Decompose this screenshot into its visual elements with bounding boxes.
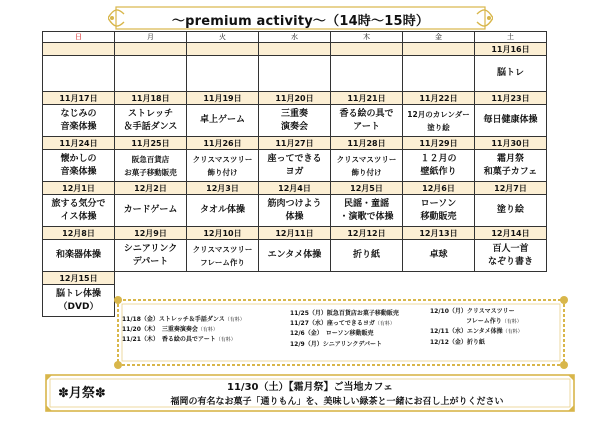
date-row (43, 227, 547, 240)
notes-column-1 (122, 315, 245, 346)
activity-cell: 脳トレ (475, 56, 547, 92)
activity-cell: 民謡・童謡 ・演歌で体操 (331, 195, 403, 227)
weekday-tue: 火 (187, 32, 259, 43)
weekday-fri: 金 (403, 32, 475, 43)
activity-cell: 卓上ゲーム (187, 105, 259, 137)
date-cell: 12月13日 (403, 227, 475, 240)
date-cell (115, 43, 187, 56)
date-cell: 11月24日 (43, 137, 115, 150)
activity-cell: タオル体操 (187, 195, 259, 227)
activity-cell: シニアリンク デパート (115, 240, 187, 272)
note-line: 12/6（金） ローソン移動販売 (290, 330, 374, 338)
festival-description: 福岡の有名なお菓子「通りもん」を、美味しい緑茶と一緒にお召し上がりください (170, 397, 504, 407)
activity-row (43, 150, 547, 182)
date-cell: 11月29日 (403, 137, 475, 150)
empty-cell (475, 272, 547, 285)
date-cell: 11月22日 (403, 92, 475, 105)
activity-cell: 旅する気分で イス体操 (43, 195, 115, 227)
date-cell: 11月27日 (259, 137, 331, 150)
activity-cell (331, 56, 403, 92)
date-cell: 12月10日 (187, 227, 259, 240)
note-line: 11/27（水）座ってできるヨガ（有料） (290, 320, 395, 328)
title-frame (108, 4, 493, 32)
empty-cell (403, 272, 475, 285)
date-cell: 12月9日 (115, 227, 187, 240)
date-cell: 11月23日 (475, 92, 547, 105)
activity-cell: 霜月祭 和菓子カフェ (475, 150, 547, 182)
activity-cell (259, 56, 331, 92)
date-row (43, 43, 547, 56)
date-cell: 12月6日 (403, 182, 475, 195)
date-cell (43, 43, 115, 56)
weekday-sun: 日 (43, 32, 115, 43)
date-cell (259, 43, 331, 56)
activity-cell: 懐かしの 音楽体操 (43, 150, 115, 182)
date-cell: 11月30日 (475, 137, 547, 150)
activity-cell: １２月の 壁紙作り (403, 150, 475, 182)
date-row (43, 137, 547, 150)
date-cell: 12月7日 (475, 182, 547, 195)
activity-cell: 座ってできる ヨガ (259, 150, 331, 182)
activity-cell: ストレッチ ＆手話ダンス (115, 105, 187, 137)
date-row (43, 272, 547, 285)
empty-cell (331, 272, 403, 285)
date-cell: 11月19日 (187, 92, 259, 105)
activity-cell: カードゲーム (115, 195, 187, 227)
activity-cell: ローソン 移動販売 (403, 195, 475, 227)
weekday-wed: 水 (259, 32, 331, 43)
notes-column-3 (430, 307, 523, 348)
date-cell (403, 43, 475, 56)
activity-cell: 塗り絵 (475, 195, 547, 227)
activity-cell: 筋肉つけよう 体操 (259, 195, 331, 227)
weekday-mon: 月 (115, 32, 187, 43)
activity-cell (187, 56, 259, 92)
activity-cell: なじみの 音楽体操 (43, 105, 115, 137)
date-cell (187, 43, 259, 56)
date-cell: 12月12日 (331, 227, 403, 240)
activity-cell: クリスマスツリー 飾り付け (331, 150, 403, 182)
date-cell: 11月16日 (475, 43, 547, 56)
note-line: フレーム作り（有料） (430, 318, 522, 326)
date-row (43, 92, 547, 105)
weekday-header-row (43, 32, 547, 43)
date-cell: 11月25日 (115, 137, 187, 150)
activity-cell (43, 56, 115, 92)
activity-cell: 毎日健康体操 (475, 105, 547, 137)
note-line: 11/21（木） 香る絵の具でアート（有料） (122, 336, 236, 344)
date-row (43, 182, 547, 195)
activity-cell: 香る絵の具で アート (331, 105, 403, 137)
activity-cell: 卓球 (403, 240, 475, 272)
date-cell: 12月2日 (115, 182, 187, 195)
empty-cell (259, 272, 331, 285)
activity-cell (403, 56, 475, 92)
festival-title: 11/30（土）【霜月祭】ご当地カフェ (227, 382, 393, 393)
activity-cell: 百人一首 なぞり書き (475, 240, 547, 272)
date-cell: 11月17日 (43, 92, 115, 105)
note-line: 11/20（木） 三重奏演奏会（有料） (122, 326, 218, 334)
activity-cell: 12月のカレンダー 塗り絵 (403, 105, 475, 137)
activity-row (43, 105, 547, 137)
date-cell: 11月18日 (115, 92, 187, 105)
calendar-grid (42, 31, 547, 317)
date-cell: 12月11日 (259, 227, 331, 240)
date-cell: 12月14日 (475, 227, 547, 240)
date-cell: 11月28日 (331, 137, 403, 150)
note-line: 12/12（金）折り紙 (430, 338, 485, 346)
note-line: 12/11（水）エンタメ体操（有料） (430, 328, 523, 336)
date-cell: 12月8日 (43, 227, 115, 240)
date-cell: 12月4日 (259, 182, 331, 195)
activity-row (43, 195, 547, 227)
activity-cell: 和楽器体操 (43, 240, 115, 272)
page-title: ～premium activity～（14時～15時） (171, 14, 430, 29)
weekday-thu: 木 (331, 32, 403, 43)
empty-cell (187, 272, 259, 285)
festival-banner (42, 372, 578, 414)
date-cell: 12月5日 (331, 182, 403, 195)
date-cell: 11月26日 (187, 137, 259, 150)
activity-cell: 脳トレ体操 （DVD） (43, 285, 115, 317)
festival-label: ✽月祭✽ (58, 386, 106, 401)
note-line: 11/18（金）ストレッチ＆手話ダンス（有料） (122, 316, 245, 323)
date-cell: 12月15日 (43, 272, 115, 285)
activity-row (43, 56, 547, 92)
activity-cell: エンタメ体操 (259, 240, 331, 272)
date-cell: 12月3日 (187, 182, 259, 195)
note-line: 12/10（月）クリスマスツリー (430, 308, 515, 315)
paid-activities-notes (112, 295, 570, 370)
activity-cell: 三重奏 演奏会 (259, 105, 331, 137)
date-cell: 12月1日 (43, 182, 115, 195)
date-cell (331, 43, 403, 56)
activity-cell: 阪急百貨店 お菓子移動販売 (115, 150, 187, 182)
activity-cell: 折り紙 (331, 240, 403, 272)
activity-row (43, 240, 547, 272)
note-line: 11/25（月）阪急百貨店お菓子移動販売 (290, 310, 399, 317)
note-line: 12/9（月）シニアリンクデパート (290, 340, 382, 348)
activity-cell (115, 56, 187, 92)
notes-column-2 (290, 309, 399, 350)
date-cell: 11月21日 (331, 92, 403, 105)
activity-cell: クリスマスツリー フレーム作り (187, 240, 259, 272)
empty-cell (115, 272, 187, 285)
activity-cell: クリスマスツリー 飾り付け (187, 150, 259, 182)
weekday-sat: 土 (475, 32, 547, 43)
date-cell: 11月20日 (259, 92, 331, 105)
